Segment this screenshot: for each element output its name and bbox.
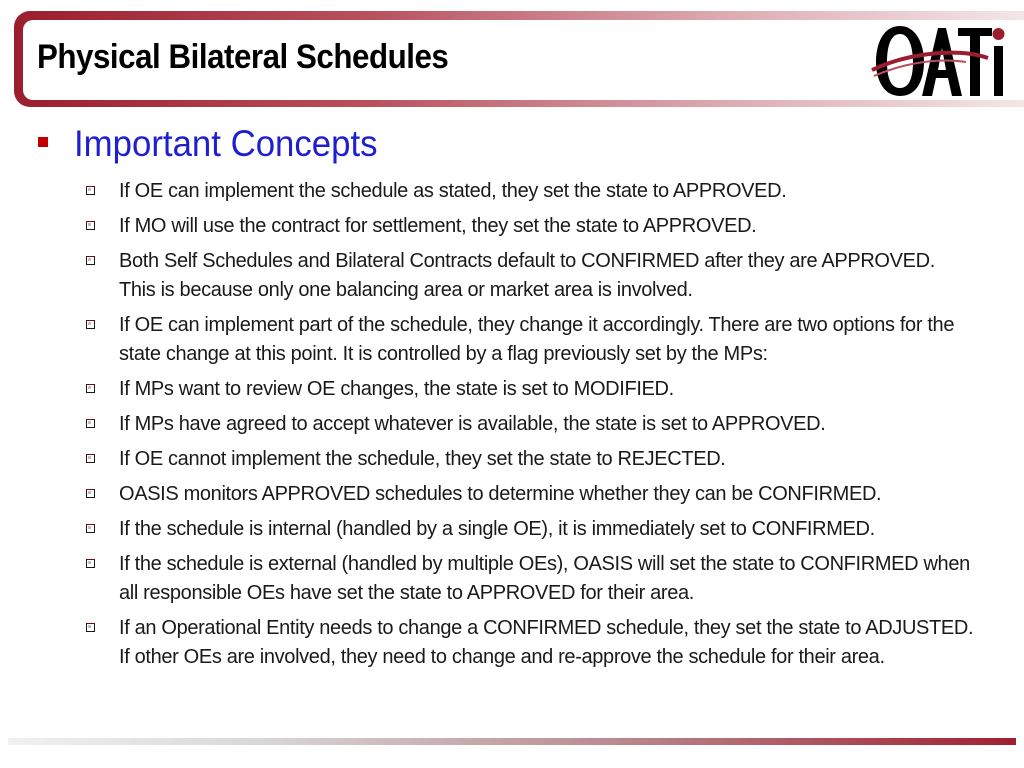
hollow-square-bullet-icon xyxy=(86,524,95,533)
list-item xyxy=(86,247,976,305)
list-item xyxy=(86,515,976,544)
list-item-text: Both Self Schedules and Bilateral Contracts default to CONFIRMED after they are APPROVED. This is because only one balancing area or market area is involved. xyxy=(119,250,935,301)
concepts-list xyxy=(86,177,976,678)
list-item xyxy=(86,311,976,369)
list-item xyxy=(86,375,976,404)
hollow-square-bullet-icon xyxy=(86,559,95,568)
list-item-text: If OE can implement the schedule as stated, they set the state to APPROVED. xyxy=(119,180,787,202)
hollow-square-bullet-icon xyxy=(86,186,95,195)
page-title: Physical Bilateral Schedules xyxy=(37,38,449,76)
section-important-concepts xyxy=(38,122,397,166)
hollow-square-bullet-icon xyxy=(86,221,95,230)
oati-logo xyxy=(870,18,1010,104)
list-item xyxy=(86,410,976,439)
hollow-square-bullet-icon xyxy=(86,384,95,393)
section-heading: Important Concepts xyxy=(74,123,378,164)
list-item xyxy=(86,480,976,509)
list-item xyxy=(86,614,976,672)
hollow-square-bullet-icon xyxy=(86,454,95,463)
hollow-square-bullet-icon xyxy=(86,256,95,265)
list-item xyxy=(86,177,976,206)
list-item-text: OASIS monitors APPROVED schedules to determine whether they can be CONFIRMED. xyxy=(119,483,882,505)
list-item-text: If MO will use the contract for settlement, they set the state to APPROVED. xyxy=(119,215,757,237)
list-item-text: If an Operational Entity needs to change a CONFIRMED schedule, they set the state to ADJUSTED. If other OEs are involved, they need to change and re-approve the schedule for their area. xyxy=(119,617,974,668)
hollow-square-bullet-icon xyxy=(86,623,95,632)
square-bullet-icon xyxy=(38,137,48,147)
hollow-square-bullet-icon xyxy=(86,320,95,329)
list-item-text: If MPs have agreed to accept whatever is available, the state is set to APPROVED. xyxy=(119,413,826,435)
hollow-square-bullet-icon xyxy=(86,489,95,498)
footer-divider xyxy=(8,738,1016,745)
hollow-square-bullet-icon xyxy=(86,419,95,428)
list-item xyxy=(86,550,976,608)
list-item-text: If MPs want to review OE changes, the state is set to MODIFIED. xyxy=(119,378,674,400)
list-item xyxy=(86,212,976,241)
list-item-text: If the schedule is internal (handled by a single OE), it is immediately set to CONFIRMED. xyxy=(119,518,875,540)
list-item-text: If OE can implement part of the schedule, they change it accordingly. There are two options for the state change at this point. It is controlled by a flag previously set by the MPs: xyxy=(119,314,955,365)
list-item-text: If the schedule is external (handled by multiple OEs), OASIS will set the state to CONFIRMED when all responsible OEs have set the state to APPROVED for their area. xyxy=(119,553,970,604)
list-item-text: If OE cannot implement the schedule, they set the state to REJECTED. xyxy=(119,448,726,470)
list-item xyxy=(86,445,976,474)
